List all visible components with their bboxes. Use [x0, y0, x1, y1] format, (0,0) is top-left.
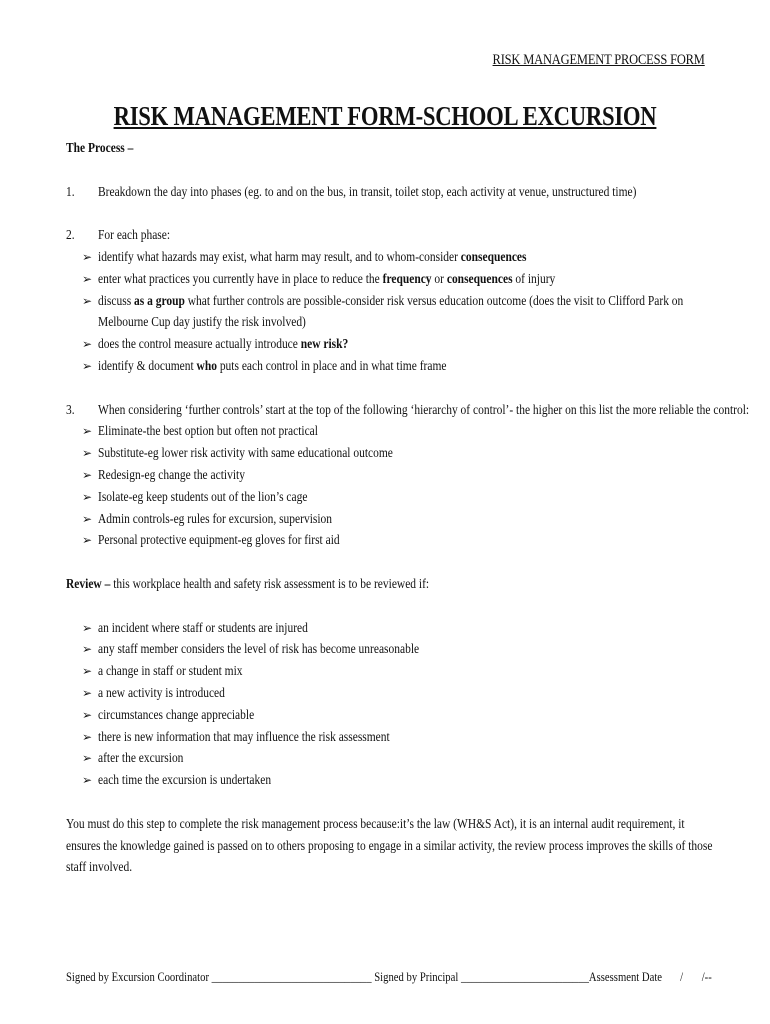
list-item: ➢ Isolate-eg keep students out of the lion’s cage	[66, 487, 716, 509]
assessment-date-field[interactable]: / /--	[680, 969, 712, 984]
list-item: ➢ enter what practices you currently have in place to reduce the frequency or consequences of injury	[66, 269, 716, 291]
list-item: ➢ does the control measure actually introduce new risk?	[66, 334, 716, 356]
list-item: ➢ discuss as a group what further controls are possible-consider risk versus education outcome (does the visit to Clifford Park on Melbourne Cup day justify the risk involved)	[66, 291, 716, 335]
step-number: 1.	[66, 184, 75, 200]
coordinator-signature-field[interactable]: ______________________________	[211, 969, 372, 984]
arrow-bullet-icon: ➢	[82, 358, 93, 373]
arrow-bullet-icon: ➢	[82, 511, 93, 526]
step-2	[66, 225, 716, 247]
arrow-bullet-icon: ➢	[82, 271, 93, 286]
body-content	[66, 138, 750, 876]
list-item: ➢ any staff member considers the level of risk has become unreasonable	[66, 639, 716, 661]
list-item: ➢ each time the excursion is undertaken	[66, 770, 716, 792]
list-item: ➢ after the excursion	[66, 748, 716, 770]
arrow-bullet-icon: ➢	[82, 729, 93, 744]
list-item: ➢ circumstances change appreciable	[66, 705, 716, 727]
list-item: ➢ Personal protective equipment-eg gloves for first aid	[66, 530, 716, 552]
list-item: ➢ a change in staff or student mix	[66, 661, 716, 683]
list-item: ➢ Substitute-eg lower risk activity with same educational outcome	[66, 443, 716, 465]
review-text: this workplace health and safety risk assessment is to be reviewed if:	[110, 576, 430, 592]
review-heading-row	[66, 574, 716, 596]
review-label: Review –	[66, 576, 111, 592]
assessment-date-label: Assessment Date	[588, 969, 663, 984]
arrow-bullet-icon: ➢	[82, 467, 93, 482]
step-number: 3.	[66, 402, 75, 418]
arrow-bullet-icon: ➢	[82, 533, 93, 548]
arrow-bullet-icon: ➢	[82, 249, 93, 264]
page-title: RISK MANAGEMENT FORM-SCHOOL EXCURSION	[113, 101, 657, 131]
arrow-bullet-icon: ➢	[82, 664, 93, 679]
list-item: ➢ a new activity is introduced	[66, 683, 716, 705]
process-heading: The Process –	[66, 141, 134, 156]
list-item: ➢ an incident where staff or students are injured	[66, 618, 716, 640]
principal-label: Signed by Principal	[371, 969, 461, 984]
list-item: ➢ identify what hazards may exist, what harm may result, and to whom-consider consequences	[66, 247, 716, 269]
arrow-bullet-icon: ➢	[82, 446, 93, 461]
step-text: For each phase:	[98, 228, 171, 244]
list-item: ➢ identify & document who puts each control in place and in what time frame	[66, 356, 716, 378]
list-item: ➢ Admin controls-eg rules for excursion, supervision	[66, 509, 716, 531]
coordinator-label: Signed by Excursion Coordinator	[66, 969, 212, 984]
arrow-bullet-icon: ➢	[82, 707, 93, 722]
step-text: Breakdown the day into phases (eg. to and on the bus, in transit, toilet stop, each activity at venue, unstructured time)	[98, 184, 637, 200]
arrow-bullet-icon: ➢	[82, 293, 93, 308]
step-1	[66, 182, 716, 204]
process-heading-row	[66, 138, 716, 160]
list-item: ➢ there is new information that may influence the risk assessment	[66, 727, 716, 749]
step-number: 2.	[66, 228, 75, 244]
arrow-bullet-icon: ➢	[82, 773, 93, 788]
step-text: When considering ‘further controls’ start at the top of the following ‘hierarchy of control’- the higher on this list the more reliable the control:	[98, 402, 750, 418]
header-label: RISK MANAGEMENT PROCESS FORM	[492, 52, 705, 68]
list-item: ➢ Eliminate-the best option but often not practical	[66, 421, 716, 443]
closing-paragraph: You must do this step to complete the risk management process because:it’s the law (WH&S Act), it is an internal audit requirement, it ensures the knowledge gained is passed on to others proposing to engage in a similar activity, the review process improves the skills of those staff involved.	[66, 816, 713, 876]
list-item: ➢ Redesign-eg change the activity	[66, 465, 716, 487]
step-3	[66, 400, 750, 422]
arrow-bullet-icon: ➢	[82, 489, 93, 504]
principal-signature-field[interactable]: ________________________	[460, 969, 589, 984]
arrow-bullet-icon: ➢	[82, 424, 93, 439]
signature-footer	[66, 969, 712, 985]
arrow-bullet-icon: ➢	[82, 337, 93, 352]
arrow-bullet-icon: ➢	[82, 685, 93, 700]
arrow-bullet-icon: ➢	[82, 620, 93, 635]
arrow-bullet-icon: ➢	[82, 642, 93, 657]
arrow-bullet-icon: ➢	[82, 751, 93, 766]
